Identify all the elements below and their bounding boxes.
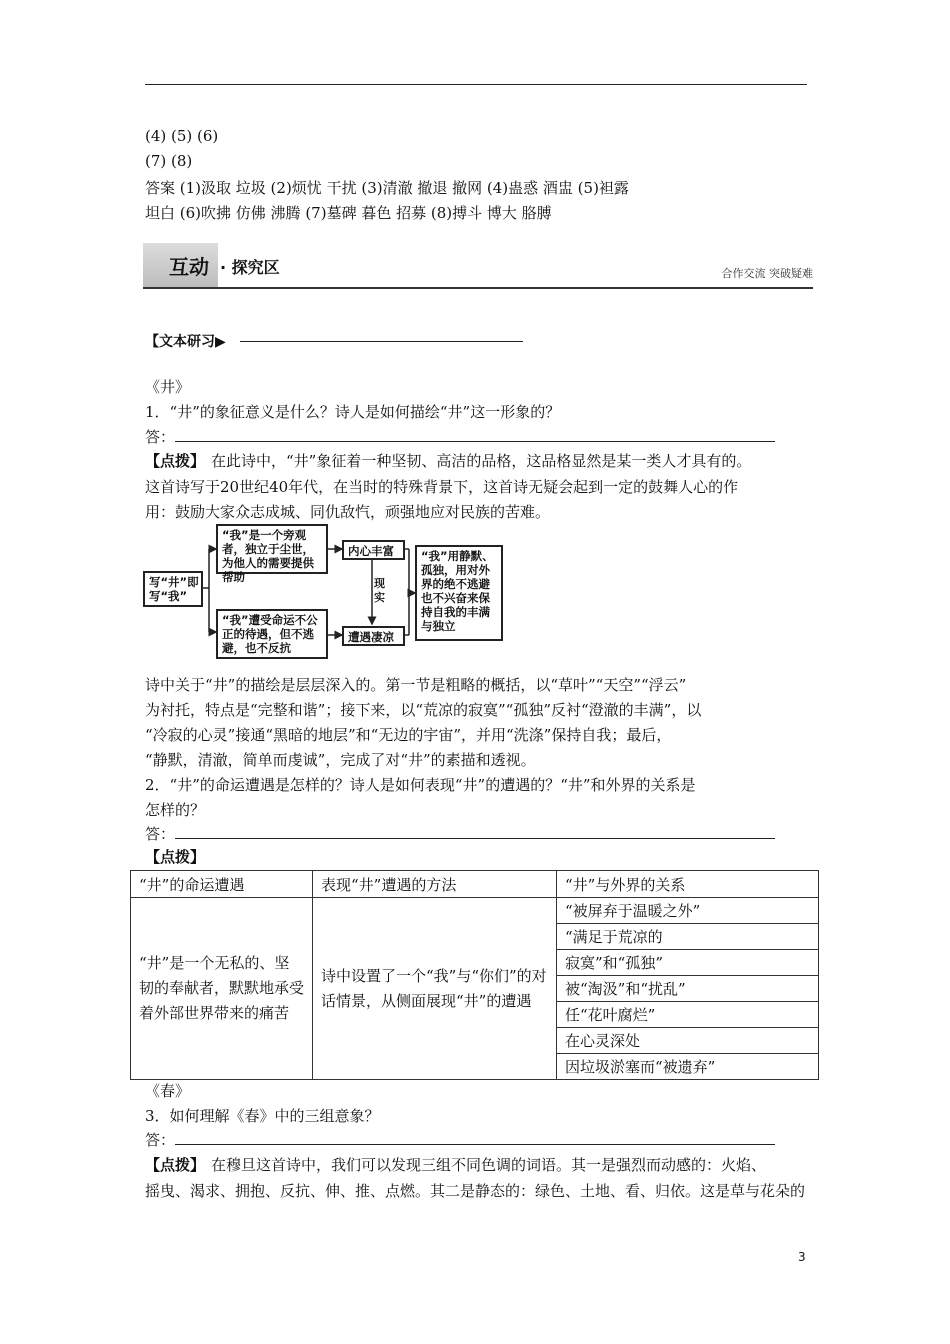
table-cell-relation: 寂寞”和“孤独” <box>557 950 819 976</box>
tip-1-line-2: 这首诗写于20世纪40年代，在当时的特殊背景下，这首诗无疑会起到一定的鼓舞人心的作 <box>145 478 739 496</box>
tip-1-label: 【点拨】 <box>145 452 206 470</box>
question-2-line-1: 2．“井”的命运遭遇是怎样的？诗人是如何表现“井”的遭遇的？“井”和外界的关系是 <box>145 776 696 794</box>
table-cell-fate: “井”是一个无私的、坚韧的奉献者，默默地承受着外部世界带来的痛苦 <box>131 898 313 1080</box>
blank-numbers-1: (4) (5) (6) <box>145 127 219 145</box>
answer-2-blank[interactable] <box>175 824 775 839</box>
tip-table <box>130 870 819 1080</box>
tip-1-text-1: 在此诗中，“井”象征着一种坚韧、高洁的品格，这品格显然是某一类人才具有的。 <box>211 452 752 470</box>
table-cell-relation: “满足于荒凉的 <box>557 924 819 950</box>
tip-2-label: 【点拨】 <box>145 848 206 866</box>
table-header: “井”的命运遭遇 <box>131 871 313 898</box>
flow-reality-label: 现实 <box>374 577 385 604</box>
tip-3-label: 【点拨】 <box>145 1156 206 1174</box>
answer-3 <box>145 1129 775 1150</box>
table-row <box>131 898 819 924</box>
poem-title-spring: 《春》 <box>145 1082 191 1100</box>
flow-inner-rich-box: 内心丰富 <box>342 540 405 560</box>
tip-3-line-1 <box>145 1154 766 1175</box>
page-number: 3 <box>798 1250 806 1264</box>
table-header-row <box>131 871 819 898</box>
poem-title-jing: 《井》 <box>145 378 191 396</box>
banner-tagline: 合作交流 突破疑难 <box>721 267 813 280</box>
table-header: “井”与外界的关系 <box>557 871 819 898</box>
answer-3-prefix: 答： <box>145 1131 176 1149</box>
para-line-4: “静默，清澈，简单而虔诚”，完成了对“井”的素描和透视。 <box>145 751 536 769</box>
question-3: 3．如何理解《春》中的三组意象？ <box>145 1107 380 1125</box>
table-cell-relation: “被屏弃于温暖之外” <box>557 898 819 924</box>
tip-1-line-1 <box>145 450 751 471</box>
answer-2 <box>145 823 775 844</box>
table-cell-relation: 因垃圾淤塞而“被遗弃” <box>557 1054 819 1080</box>
tip-1-line-3: 用：鼓励大家众志成城、同仇敌忾，顽强地应对民族的苦难。 <box>145 503 551 521</box>
banner-title: 互动 <box>169 255 209 279</box>
section-label: 【文本研习▶ <box>145 334 226 350</box>
para-line-2: 为衬托，特点是“完整和谐”；接下来，以“荒凉的寂寞”“孤独”反衬“澄澈的丰满”，以 <box>145 701 702 719</box>
table-cell-method: 诗中设置了一个“我”与“你们”的对话情景，从侧面展现“井”的遭遇 <box>313 898 557 1080</box>
answer-line-1: 答案 (1)汲取 垃圾 (2)烦忧 干扰 (3)清澈 撤退 撤网 (4)蛊惑 酒盅 (5)袒露 <box>145 179 629 197</box>
answer-1-blank[interactable] <box>175 427 775 442</box>
section-banner <box>143 243 813 289</box>
para-line-1: 诗中关于“井”的描绘是层层深入的。第一节是粗略的概括，以“草叶”“天空”“浮云” <box>145 676 687 694</box>
section-label-rule <box>240 341 523 342</box>
answer-line-2: 坦白 (6)吹拂 仿佛 沸腾 (7)墓碑 暮色 招募 (8)搏斗 博大 胳膊 <box>145 204 552 222</box>
table-cell-relation: 被“淘汲”和“扰乱” <box>557 976 819 1002</box>
blank-numbers-2: (7) (8) <box>145 152 193 170</box>
top-rule <box>145 84 807 85</box>
flow-left-box: 写“井”即写“我” <box>143 571 203 607</box>
answer-2-prefix: 答： <box>145 825 176 843</box>
answer-1 <box>145 426 775 447</box>
para-line-3: “冷寂的心灵”接通“黑暗的地层”和“无边的宇宙”，并用“洗涤”保持自我；最后， <box>145 726 672 744</box>
flow-top-box: “我”是一个旁观者，独立于尘世，为他人的需要提供帮助 <box>216 524 328 574</box>
question-1: 1．“井”的象征意义是什么？诗人是如何描绘“井”这一形象的？ <box>145 403 561 421</box>
table-cell-relation: 在心灵深处 <box>557 1028 819 1054</box>
flow-right-box: “我”用静默、孤独，用对外界的绝不逃避也不兴奋来保持自我的丰满与独立 <box>415 545 503 641</box>
answer-1-prefix: 答： <box>145 428 176 446</box>
flow-fate-box: 遭遇凄凉 <box>342 626 405 646</box>
table-header: 表现“井”遭遇的方法 <box>313 871 557 898</box>
tip-3-text-1: 在穆旦这首诗中，我们可以发现三组不同色调的词语。其一是强烈而动感的：火焰、 <box>211 1156 767 1174</box>
question-2-line-2: 怎样的？ <box>145 801 206 819</box>
answer-3-blank[interactable] <box>175 1130 775 1145</box>
flow-bottom-box: “我”遭受命运不公正的待遇，但不逃避，也不反抗 <box>216 609 328 659</box>
banner-subtitle: · 探究区 <box>220 258 280 277</box>
flow-diagram <box>143 523 513 663</box>
table-cell-relation: 任“花叶腐烂” <box>557 1002 819 1028</box>
tip-3-line-2: 摇曳、渴求、拥抱、反抗、伸、推、点燃。其二是静态的：绿色、土地、看、归依。这是草与花朵的 <box>145 1182 806 1200</box>
